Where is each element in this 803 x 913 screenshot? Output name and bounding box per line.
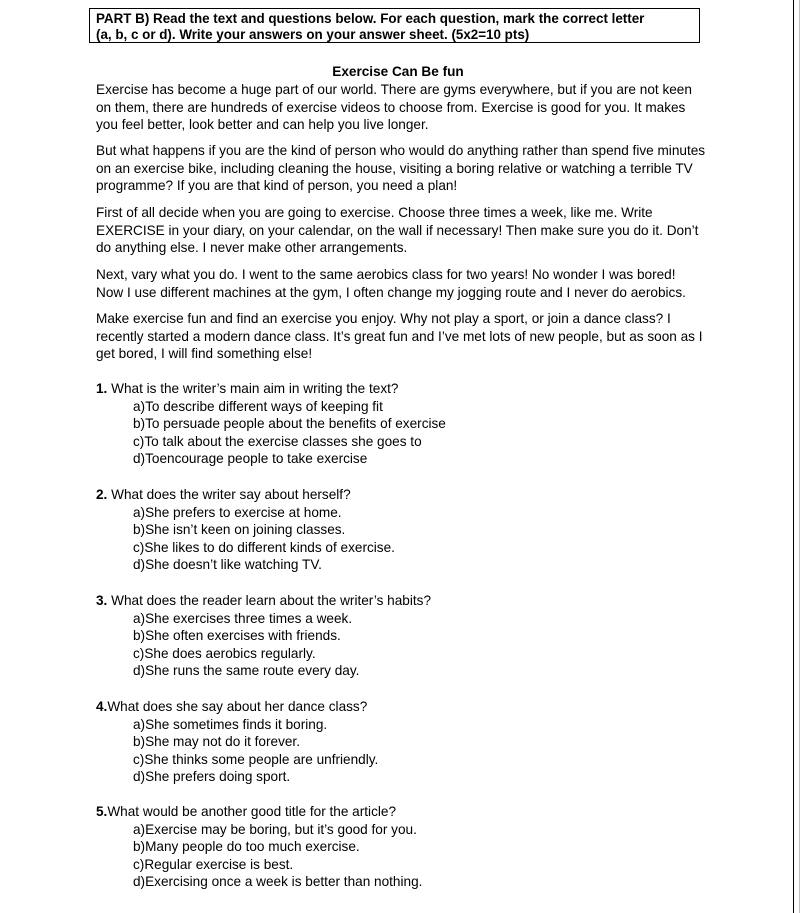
question-text: What does the reader learn about the writer’s habits? bbox=[107, 593, 432, 608]
article-paragraph-2: But what happens if you are the kind of person who would do anything rather than spend five minutes on an exercise bike, including cleaning the house, visiting a boring relative or watching a terrible TV programme? If you are that kind of person, you need a plan! bbox=[96, 143, 706, 194]
question-text: What is the writer’s main aim in writing the text? bbox=[107, 381, 399, 396]
instructions-line-1: PART B) Read the text and questions below. For each question, mark the correct letter bbox=[96, 11, 645, 26]
instructions-box bbox=[89, 8, 700, 43]
option-c: c)Regular exercise is best. bbox=[133, 856, 294, 872]
question-2 bbox=[96, 486, 706, 574]
option-a: a)She sometimes finds it boring. bbox=[133, 716, 328, 732]
article-paragraph-1: Exercise has become a huge part of our world. There are gyms everywhere, but if you are not keen on them, there are hundreds of exercise videos to choose from. Exercise is good for you. It makes you feel better, look better and can help you live longer. bbox=[96, 82, 692, 133]
article-paragraph-3: First of all decide when you are going to exercise. Choose three times a week, like me. Write EXERCISE in your diary, on your calendar, on the wall if necessary! Then make sure you do it. Don’t do anything else. I never make other arrangements. bbox=[96, 205, 699, 256]
question-1 bbox=[96, 380, 706, 468]
page-edge-shadow bbox=[799, 0, 800, 913]
article-title: Exercise Can Be fun bbox=[332, 64, 464, 79]
instructions-line-2: (a, b, c or d). Write your answers on your answer sheet. (5x2=10 pts) bbox=[96, 27, 530, 42]
option-d: d)Exercising once a week is better than nothing. bbox=[133, 874, 423, 890]
option-a: a)She prefers to exercise at home. bbox=[133, 504, 342, 520]
article-paragraph-5: Make exercise fun and find an exercise you enjoy. Why not play a sport, or join a dance class? I recently started a modern dance class. It’s great fun and I’ve met lots of new people, but as soon as I get bored, I will find something else! bbox=[96, 311, 703, 362]
article-paragraph-4: Next, vary what you do. I went to the same aerobics class for two years! No wonder I was bored! Now I use different machines at the gym, I often change my jogging route and I never do aerobics. bbox=[96, 267, 686, 300]
option-d: d)She prefers doing sport. bbox=[133, 769, 291, 785]
option-c: c)She likes to do different kinds of exercise. bbox=[133, 539, 395, 555]
option-a: a)Exercise may be boring, but it’s good for you. bbox=[133, 821, 417, 837]
question-number: 4. bbox=[96, 699, 108, 714]
question-5 bbox=[96, 803, 706, 891]
option-b: b)She may not do it forever. bbox=[133, 734, 300, 750]
question-number: 1. bbox=[96, 381, 108, 396]
option-d: d)Toencourage people to take exercise bbox=[133, 451, 368, 467]
question-3 bbox=[96, 592, 706, 680]
option-c: c)To talk about the exercise classes she goes to bbox=[133, 433, 422, 449]
option-a: a)She exercises three times a week. bbox=[133, 610, 353, 626]
question-text: What does the writer say about herself? bbox=[107, 487, 351, 502]
option-b: b)Many people do too much exercise. bbox=[133, 839, 360, 855]
question-4 bbox=[96, 698, 706, 786]
option-c: c)She does aerobics regularly. bbox=[133, 645, 316, 661]
option-c: c)She thinks some people are unfriendly. bbox=[133, 751, 379, 767]
option-b: b)She isn’t keen on joining classes. bbox=[133, 522, 346, 538]
question-text: What does she say about her dance class? bbox=[107, 699, 368, 714]
option-d: d)She doesn’t like watching TV. bbox=[133, 557, 322, 573]
question-number: 5. bbox=[96, 804, 108, 819]
option-b: b)She often exercises with friends. bbox=[133, 628, 341, 644]
option-d: d)She runs the same route every day. bbox=[133, 663, 360, 679]
question-number: 2. bbox=[96, 487, 108, 502]
option-b: b)To persuade people about the benefits of exercise bbox=[133, 416, 446, 432]
page-edge-line bbox=[793, 0, 794, 913]
question-text: What would be another good title for the article? bbox=[107, 804, 397, 819]
question-number: 3. bbox=[96, 593, 108, 608]
option-a: a)To describe different ways of keeping fit bbox=[133, 398, 383, 414]
